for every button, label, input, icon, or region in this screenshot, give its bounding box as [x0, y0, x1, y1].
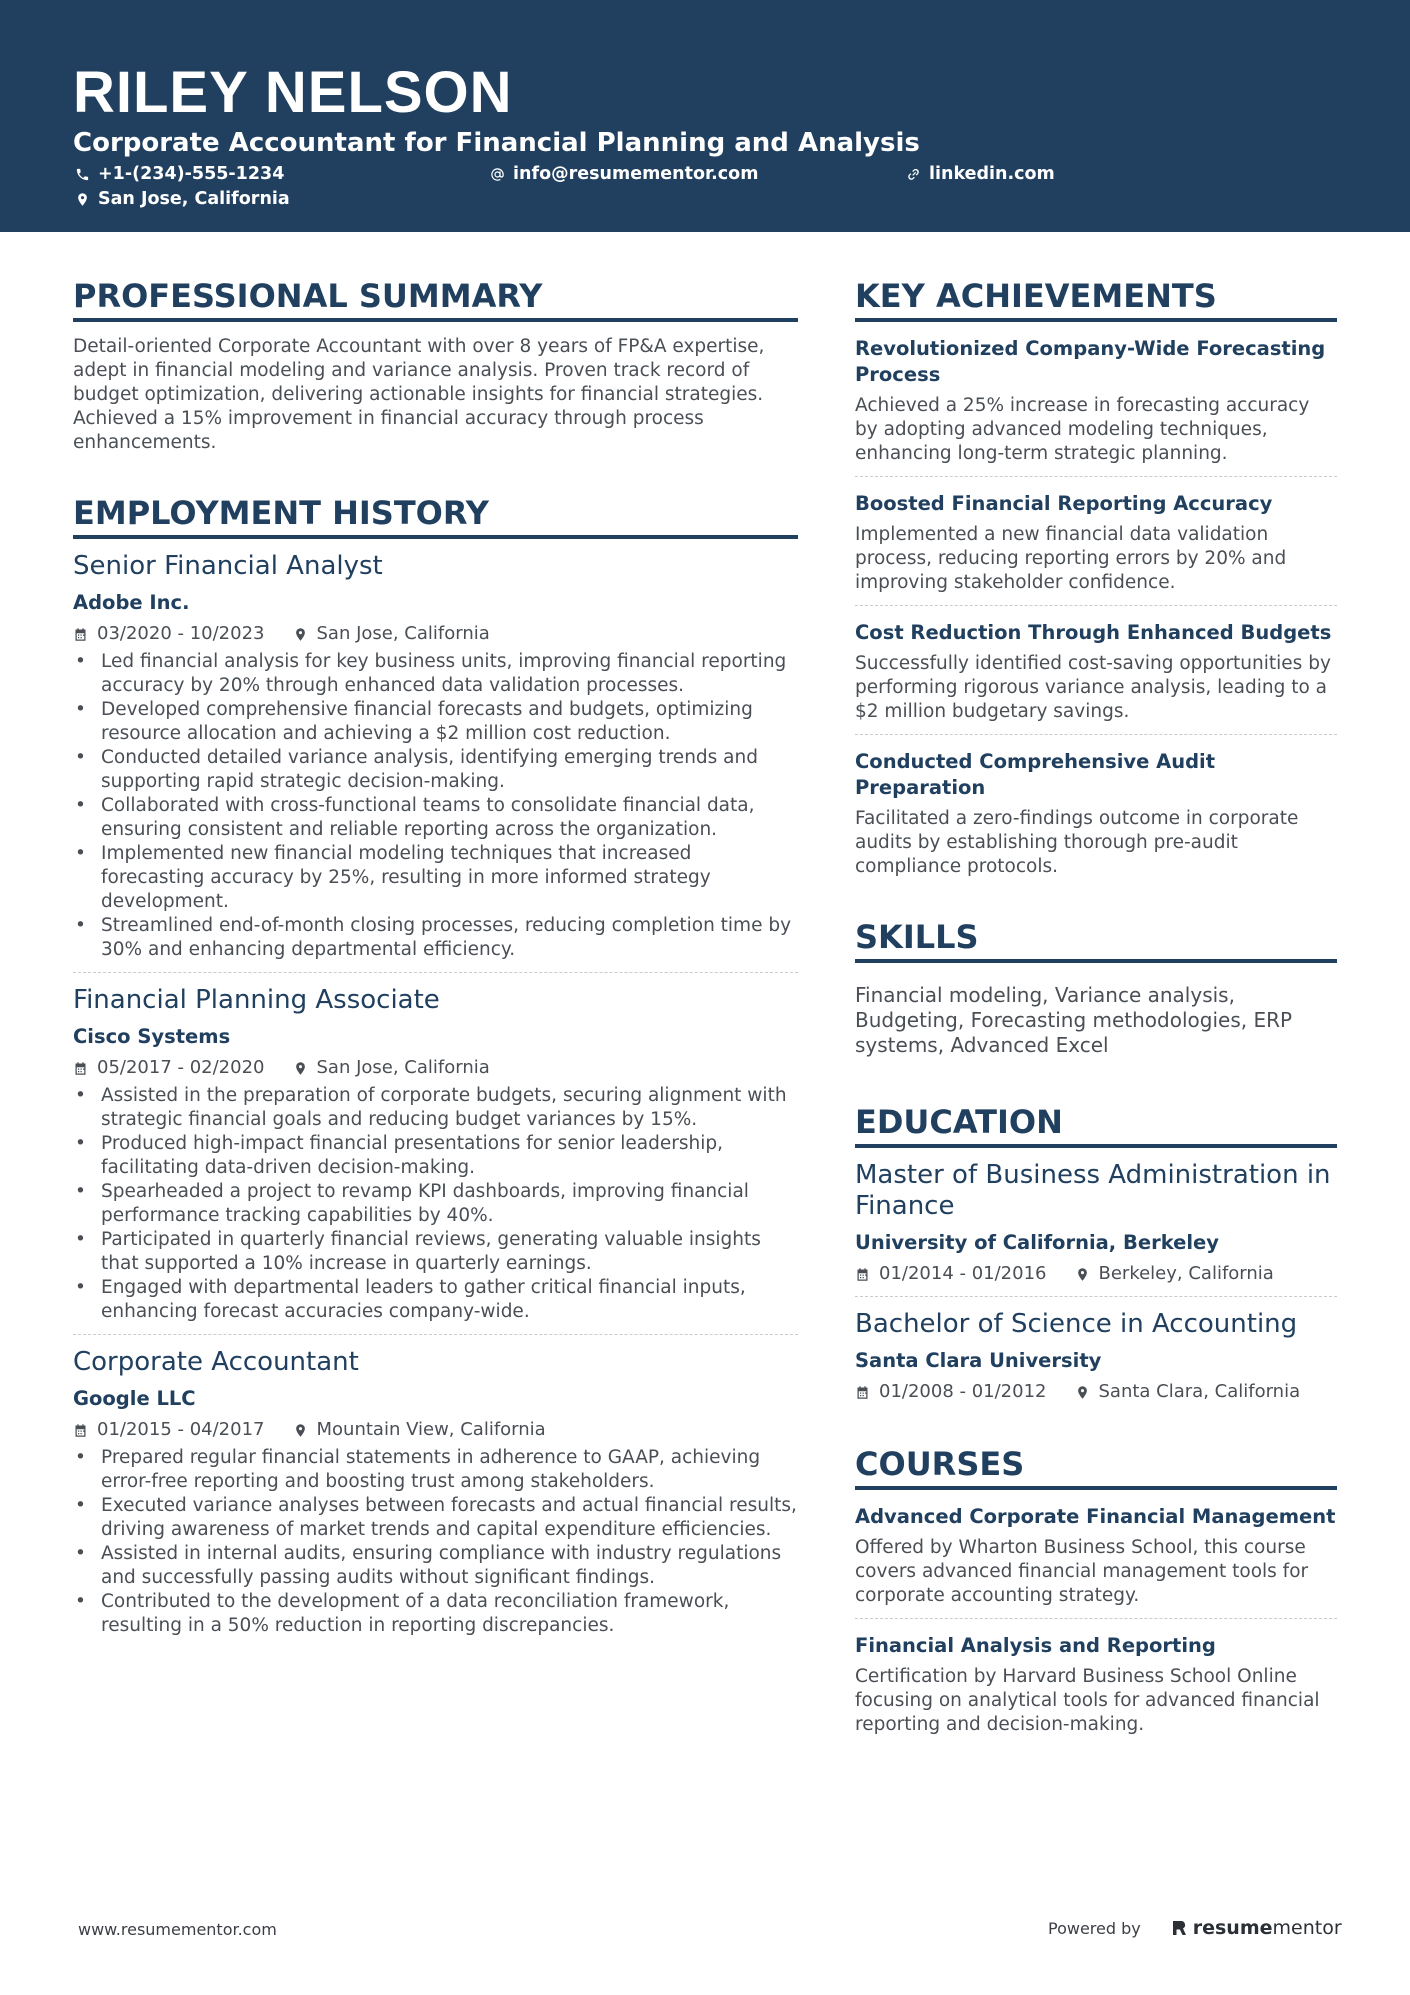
achievement-title: Cost Reduction Through Enhanced Budgets — [855, 621, 1332, 644]
achievements-section — [855, 276, 1337, 879]
job-bullet: • Developed comprehensive financial forecasts and budgets, optimizing resource allocation and achieving a $2 million cost reduction. — [73, 698, 798, 746]
summary-section — [73, 276, 798, 455]
job-title: Corporate Accountant — [73, 1347, 359, 1377]
map-pin-icon — [1075, 1267, 1090, 1282]
education-school: University of California, Berkeley — [855, 1231, 1219, 1254]
entry-divider — [855, 734, 1337, 735]
section-title-education: EDUCATION — [855, 1102, 1337, 1148]
linkedin-text: linkedin.com — [929, 164, 1055, 184]
job-dates: 01/2015 - 04/2017 — [97, 1419, 265, 1440]
achievement-title: Revolutionized Company-Wide Forecasting Process — [855, 337, 1326, 386]
job-meta — [73, 622, 798, 646]
brand-bold: resume — [1192, 1917, 1273, 1939]
education-degree: Bachelor of Science in Accounting — [855, 1309, 1298, 1339]
entry-divider — [855, 1618, 1337, 1619]
job-bullet: • Participated in quarterly financial reviews, generating valuable insights that supported a 10% increase in quarterly earnings. — [73, 1228, 798, 1276]
map-pin-icon — [293, 1061, 308, 1076]
course-item — [855, 1504, 1337, 1608]
employment-section — [73, 493, 798, 1638]
achievement-item — [855, 620, 1337, 724]
phone-icon — [75, 167, 90, 182]
job-location: San Jose, California — [316, 1057, 490, 1078]
course-title: Advanced Corporate Financial Management — [855, 1505, 1336, 1528]
job-title: Financial Planning Associate — [73, 985, 440, 1015]
section-title-employment: EMPLOYMENT HISTORY — [73, 493, 798, 539]
skills-section — [855, 917, 1337, 1058]
job-bullets — [73, 1084, 798, 1324]
entry-divider — [73, 972, 798, 973]
entry-divider — [855, 1296, 1337, 1297]
achievement-title: Conducted Comprehensive Audit Preparation — [855, 750, 1216, 799]
entry-divider — [855, 605, 1337, 606]
calendar-icon — [855, 1385, 870, 1400]
education-entry — [855, 1309, 1337, 1404]
section-title-courses: COURSES — [855, 1444, 1337, 1490]
education-degree: Master of Business Administration in Finance — [855, 1160, 1331, 1221]
course-item — [855, 1633, 1337, 1737]
map-pin-icon — [1075, 1385, 1090, 1400]
job-meta — [73, 1056, 798, 1080]
job-bullet: • Assisted in internal audits, ensuring compliance with industry regulations and successfully passing audits without significant findings. — [73, 1542, 798, 1590]
education-entry — [855, 1160, 1337, 1286]
contact-linkedin[interactable] — [906, 163, 1055, 185]
job-bullet: • Led financial analysis for key business units, improving financial reporting accuracy by 20% through enhanced data validation processes. — [73, 650, 798, 698]
job-dates: 03/2020 - 10/2023 — [97, 623, 265, 644]
calendar-icon — [73, 627, 88, 642]
entry-divider — [73, 1334, 798, 1335]
achievement-title: Boosted Financial Reporting Accuracy — [855, 492, 1273, 515]
link-icon — [906, 167, 921, 182]
course-title: Financial Analysis and Reporting — [855, 1634, 1216, 1657]
location-text: San Jose, California — [98, 189, 290, 209]
achievement-item — [855, 491, 1337, 595]
job-bullet: • Engaged with departmental leaders to gather critical financial inputs, enhancing forecast accuracies company-wide. — [73, 1276, 798, 1324]
education-school: Santa Clara University — [855, 1349, 1102, 1372]
skills-text: Financial modeling, Variance analysis, Budgeting, Forecasting methodologies, ERP systems, Advanced Excel — [855, 983, 1293, 1057]
achievement-desc: Achieved a 25% increase in forecasting accuracy by adopting advanced modeling techniques, enhancing long-term strategic planning. — [855, 395, 1310, 464]
footer-website[interactable]: www.resumementor.com — [78, 1920, 277, 1939]
job-bullet: • Streamlined end-of-month closing processes, reducing completion time by 30% and enhancing departmental efficiency. — [73, 914, 798, 962]
powered-by-label: Powered by — [1048, 1918, 1141, 1938]
job-bullet: • Implemented new financial modeling techniques that increased forecasting accuracy by 25%, resulting in more informed strategy development. — [73, 842, 798, 914]
map-pin-icon — [75, 192, 90, 207]
calendar-icon — [855, 1267, 870, 1282]
section-title-skills: SKILLS — [855, 917, 1337, 963]
achievement-item — [855, 336, 1337, 466]
candidate-headline: Corporate Accountant for Financial Planning and Analysis — [73, 128, 920, 158]
job-bullets — [73, 650, 798, 962]
left-column — [73, 276, 798, 1638]
job-bullet: • Conducted detailed variance analysis, identifying emerging trends and supporting rapid strategic decision-making. — [73, 746, 798, 794]
job-entry — [73, 551, 798, 962]
job-bullet: • Executed variance analyses between forecasts and actual financial results, driving awareness of market trends and capital expenditure efficiencies. — [73, 1494, 798, 1542]
achievement-desc: Implemented a new financial data validation process, reducing reporting errors by 20% and improving stakeholder confidence. — [855, 524, 1287, 593]
brand-logo[interactable] — [1171, 1917, 1342, 1939]
contact-email[interactable] — [490, 163, 758, 185]
job-bullet: • Assisted in the preparation of corporate budgets, securing alignment with strategic financial goals and reducing budget variances by 15%. — [73, 1084, 798, 1132]
courses-section — [855, 1444, 1337, 1737]
job-company: Google LLC — [73, 1387, 196, 1410]
entry-divider — [855, 476, 1337, 477]
education-dates: 01/2014 - 01/2016 — [879, 1263, 1047, 1284]
phone-text: +1-(234)-555-1234 — [98, 164, 285, 184]
education-section — [855, 1102, 1337, 1404]
section-title-summary: PROFESSIONAL SUMMARY — [73, 276, 798, 322]
candidate-name: RILEY NELSON — [73, 60, 513, 125]
education-meta — [855, 1262, 1337, 1286]
map-pin-icon — [293, 1423, 308, 1438]
job-bullet: • Spearheaded a project to revamp KPI dashboards, improving financial performance tracking capabilities by 40%. — [73, 1180, 798, 1228]
job-bullet: • Produced high-impact financial presentations for senior leadership, facilitating data-driven decision-making. — [73, 1132, 798, 1180]
job-company: Adobe Inc. — [73, 591, 190, 614]
job-bullets — [73, 1446, 798, 1638]
summary-text: Detail-oriented Corporate Accountant with over 8 years of FP&A expertise, adept in financial modeling and variance analysis. Proven track record of budget optimization, delivering actionable insights for financial strategies. Achieved a 15% improvement in financial accuracy through process enhancements. — [73, 336, 765, 453]
brand-rest: mentor — [1272, 1917, 1342, 1939]
contact-location — [75, 188, 290, 210]
job-company: Cisco Systems — [73, 1025, 231, 1048]
job-entry — [73, 1347, 798, 1638]
job-dates: 05/2017 - 02/2020 — [97, 1057, 265, 1078]
education-dates: 01/2008 - 01/2012 — [879, 1381, 1047, 1402]
course-desc: Certification by Harvard Business School Online focusing on analytical tools for advanced financial reporting and decision-making. — [855, 1666, 1320, 1735]
email-text: info@resumementor.com — [513, 164, 759, 184]
course-desc: Offered by Wharton Business School, this course covers advanced financial management tools for corporate accounting strategy. — [855, 1537, 1309, 1606]
education-location: Berkeley, California — [1098, 1263, 1274, 1284]
footer-powered-by — [1048, 1917, 1342, 1939]
map-pin-icon — [293, 627, 308, 642]
resume-header — [0, 0, 1410, 232]
job-entry — [73, 985, 798, 1324]
contact-phone[interactable] — [75, 163, 284, 185]
job-bullet: • Collaborated with cross-functional teams to consolidate financial data, ensuring consistent and reliable reporting across the organization. — [73, 794, 798, 842]
resumementor-logo-icon — [1171, 1919, 1187, 1937]
section-title-achievements: KEY ACHIEVEMENTS — [855, 276, 1337, 322]
job-bullet: • Contributed to the development of a data reconciliation framework, resulting in a 50% reduction in reporting discrepancies. — [73, 1590, 798, 1638]
job-location: Mountain View, California — [316, 1419, 546, 1440]
calendar-icon — [73, 1061, 88, 1076]
achievement-item — [855, 749, 1337, 879]
job-title: Senior Financial Analyst — [73, 551, 383, 581]
right-column — [855, 276, 1337, 1737]
achievement-desc: Facilitated a zero-findings outcome in corporate audits by establishing thorough pre-audit compliance protocols. — [855, 808, 1299, 877]
achievement-desc: Successfully identified cost-saving opportunities by performing rigorous variance analysis, leading to a $2 million budgetary savings. — [855, 653, 1331, 722]
education-meta — [855, 1380, 1337, 1404]
job-location: San Jose, California — [316, 623, 490, 644]
at-sign-icon — [490, 167, 505, 182]
job-meta — [73, 1418, 798, 1442]
calendar-icon — [73, 1423, 88, 1438]
job-bullet: • Prepared regular financial statements in adherence to GAAP, achieving error-free reporting and boosting trust among stakeholders. — [73, 1446, 798, 1494]
education-location: Santa Clara, California — [1098, 1381, 1301, 1402]
